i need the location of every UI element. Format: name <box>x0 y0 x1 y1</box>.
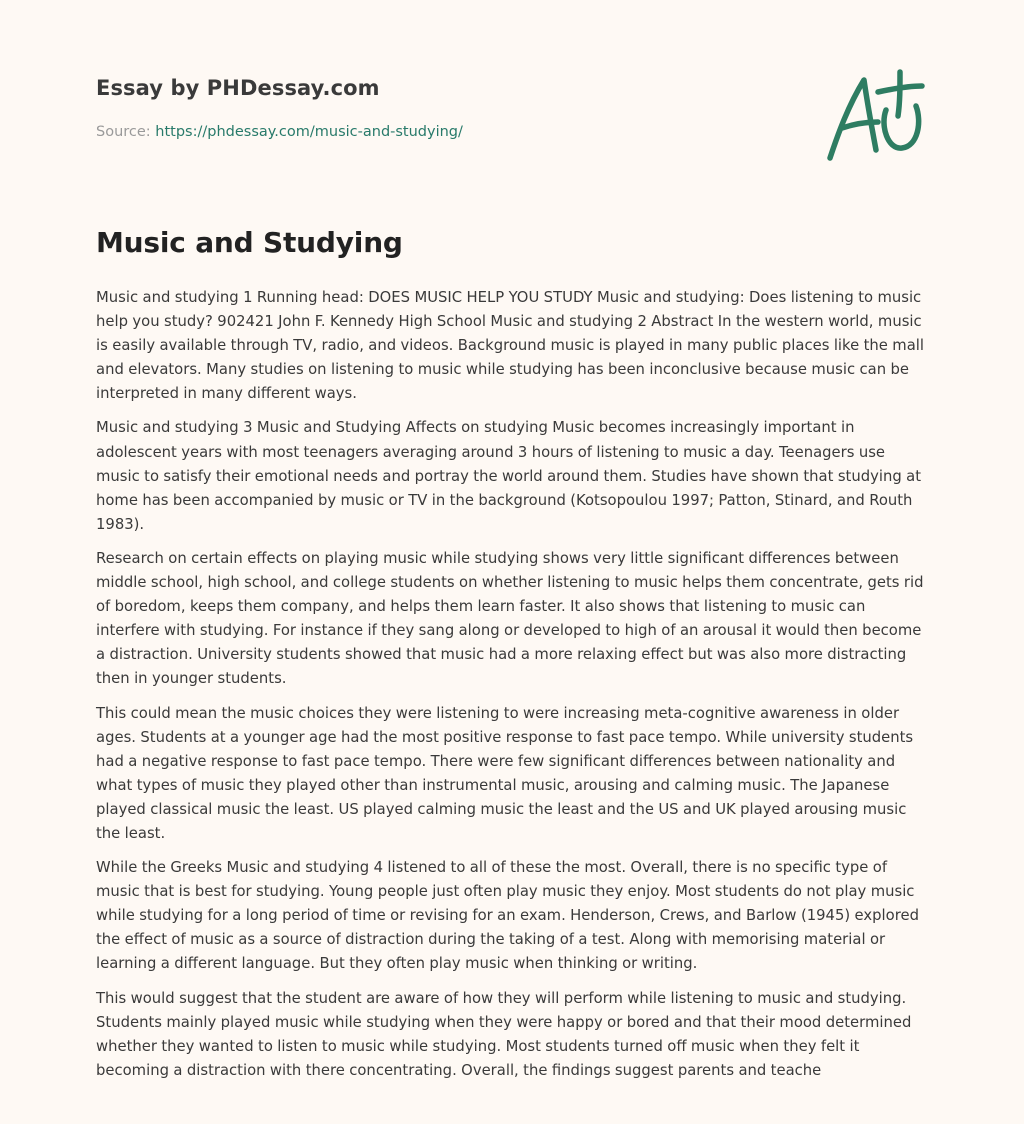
source-link[interactable]: https://phdessay.com/music-and-studying/ <box>155 124 463 140</box>
essay-paragraph: While the Greeks Music and studying 4 listened to all of these the most. Overall, there is no specific type of music that is best for studying. Young people just often play music they enjoy. Most students do not play music while studying for a long period of time or revising for an exam. Henderson, Crews, and Barlow (1945) explored the effect of music as a source of distraction during the taking of a test. Along with memorising material or learning a different language. But they often play music when thinking or writing. <box>96 859 919 973</box>
essay-paragraph: Music and studying 3 Music and Studying Affects on studying Music becomes increasingly important in adolescent years with most teenagers averaging around 3 hours of listening to music a day. Teenagers use music to satisfy their emotional needs and portray the world around them. Studies have shown that studying at home has been accompanied by music or TV in the background (Kotsopoulou 1997; Patton, Stinard, and Routh 1983). <box>96 419 922 533</box>
essay-body <box>96 286 932 1093</box>
essay-title: Music and Studying <box>96 226 403 259</box>
source-label: Source: <box>96 124 156 140</box>
site-brand: Essay by PHDessay.com <box>96 76 380 100</box>
a-plus-icon <box>820 66 930 166</box>
essay-paragraph: This could mean the music choices they were listening to were increasing meta-cognitive awareness in older ages. Students at a younger age had the most positive response to fast pace tempo. While university students had a negative response to fast pace tempo. There were few significant differences between nationality and what types of music they played other than instrumental music, arousing and calming music. The Japanese played classical music the least. US played calming music the least and the US and UK played arousing music the least. <box>96 704 914 842</box>
essay-paragraph: Music and studying 1 Running head: DOES MUSIC HELP YOU STUDY Music and studying: Does listening to music help you study? 902421 John F. Kennedy High School Music and studying 2 Abstract In the western world, music is easily available through TV, radio, and videos. Background music is played in many public places like the mall and elevators. Many studies on listening to music while studying has been inconclusive because music can be interpreted in many different ways. <box>96 289 924 403</box>
essay-paragraph: Research on certain effects on playing music while studying shows very little significant differences between middle school, high school, and college students on whether listening to music helps them concentrate, gets rid of boredom, keeps them company, and helps them learn faster. It also shows that listening to music can interfere with studying. For instance if they sang along or developed to high of an arousal it would then become a distraction. University students showed that music had a more relaxing effect but was also more distracting then in younger students. <box>96 549 924 688</box>
source-line <box>96 124 463 140</box>
essay-paragraph: This would suggest that the student are aware of how they will perform while listening to music and studying. Students mainly played music while studying when they were happy or bored and that their mood determined whether they wanted to listen to music while studying. Most students turned off music when they felt it becoming a distraction with there concentrating. Overall, the findings suggest parents and teache <box>96 989 912 1079</box>
